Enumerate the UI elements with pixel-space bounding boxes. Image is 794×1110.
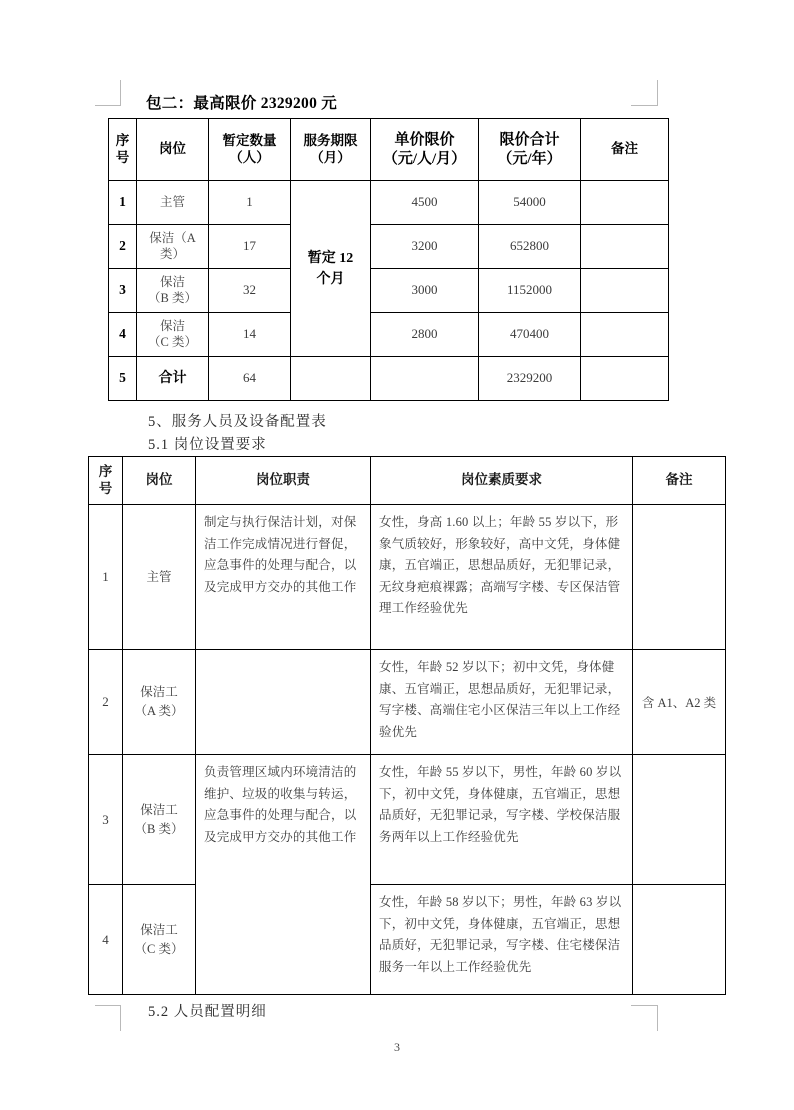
cell-duty-merged: 负责管理区域内环境清洁的维护、垃圾的收集与转运，应急事件的处理与配合，以及完成甲方交办的其他工作 (196, 755, 371, 995)
cell-post-line2: （C 类） (148, 334, 197, 349)
table-header-row (89, 457, 726, 505)
cell-post (137, 313, 209, 357)
cell-remark (581, 225, 669, 269)
col-header-post-line1: 岗位 (159, 141, 186, 157)
cell-unit-cap: 3200 (371, 225, 479, 269)
cell-post (137, 269, 209, 313)
cell-quantity: 1 (209, 181, 291, 225)
cell-total-cap: 54000 (479, 181, 581, 225)
col-header-quantity-line1: 暂定数量 (222, 132, 277, 148)
cell-post-line2: （B 类） (148, 290, 197, 305)
cell-remark (581, 357, 669, 401)
cell-post-line1: 主管 (159, 194, 185, 209)
section-heading-5: 5、服务人员及设备配置表 (148, 414, 327, 430)
cell-index: 3 (89, 755, 123, 885)
cell-quality: 女性，身高 1.60 以上；年龄 55 岁以下，形象气质较好，形象较好，高中文凭，身体健康，五官端正，思想品质好，无犯罪记录，无纹身疤痕裸露；高端写字楼、专区保洁管理工作经验优先 (371, 505, 633, 650)
table-row (109, 269, 669, 313)
table-total-row (109, 357, 669, 401)
col-header-index-line1: 序 (115, 132, 130, 148)
table-row (89, 755, 726, 885)
cell-remark (633, 885, 726, 995)
cell-duty (196, 650, 371, 755)
cell-post (123, 885, 196, 995)
col-header-quantity-line2: （人） (229, 149, 270, 165)
table-row (109, 313, 669, 357)
cell-index: 1 (109, 181, 137, 225)
cell-post-line1: 主管 (146, 569, 172, 584)
cell-index: 2 (109, 225, 137, 269)
table-row (89, 885, 726, 995)
col-header-quality: 岗位素质要求 (371, 457, 633, 505)
cell-post-line1: 保洁（A (149, 230, 196, 245)
cell-quantity: 32 (209, 269, 291, 313)
cell-remark (581, 181, 669, 225)
cell-remark: 含 A1、A2 类 (633, 650, 726, 755)
cell-post-line1: 保洁 (159, 318, 185, 333)
col-header-total-cap-line1: 限价合计 (499, 131, 560, 148)
cell-quantity: 64 (209, 357, 291, 401)
col-header-term-line1: 服务期限 (303, 132, 358, 148)
table-row (89, 650, 726, 755)
cell-post-line2: （A 类） (134, 704, 184, 718)
cell-total-label: 合计 (137, 357, 209, 401)
cell-quality: 女性，年龄 58 岁以下；男性，年龄 63 岁以下，初中文凭，身体健康，五官端正，思想品质好，无犯罪记录，写字楼、住宅楼保洁服务一年以上工作经验优先 (371, 885, 633, 995)
cell-unit-cap: 3000 (371, 269, 479, 313)
cell-total-cap: 470400 (479, 313, 581, 357)
col-header-index (109, 119, 137, 181)
cell-remark (633, 505, 726, 650)
cell-service-term-merged (291, 181, 371, 357)
col-header-term (291, 119, 371, 181)
cell-total-cap: 2329200 (479, 357, 581, 401)
cell-post-line1: 保洁工 (140, 922, 178, 937)
cell-unit-cap (371, 357, 479, 401)
cell-post (137, 181, 209, 225)
col-header-unit-cap-line1: 单价限价 (394, 131, 455, 148)
col-header-total-cap-line2: （元/年） (497, 150, 562, 167)
section-heading-5-1: 5.1 岗位设置要求 (148, 437, 267, 453)
col-header-index-line2: 号 (115, 149, 130, 165)
col-header-remark (581, 119, 669, 181)
table-row (109, 181, 669, 225)
cell-post (123, 755, 196, 885)
cell-remark (581, 269, 669, 313)
cell-term (291, 357, 371, 401)
cell-post (123, 505, 196, 650)
cell-index: 1 (89, 505, 123, 650)
col-header-post (137, 119, 209, 181)
cell-index: 5 (109, 357, 137, 401)
cell-post-line2: 类） (159, 246, 185, 261)
package-price-cap-title: 包二：最高限价 2329200 元 (146, 95, 338, 112)
cell-index: 2 (89, 650, 123, 755)
cell-quality: 女性，年龄 52 岁以下；初中文凭，身体健康、五官端正，思想品质好，无犯罪记录，写字楼、高端住宅小区保洁三年以上工作经验优先 (371, 650, 633, 755)
col-header-duty: 岗位职责 (196, 457, 371, 505)
cell-post-line1: 保洁工 (140, 685, 178, 700)
col-header-post: 岗位 (123, 457, 196, 505)
col-header-remark: 备注 (633, 457, 726, 505)
col-header-unit-cap (371, 119, 479, 181)
cell-duty: 制定与执行保洁计划，对保洁工作完成情况进行督促，应急事件的处理与配合，以及完成甲方交办的其他工作 (196, 505, 371, 650)
cell-post-line1: 保洁工 (140, 802, 178, 817)
cell-service-term-line1: 暂定 12 (307, 250, 354, 266)
cell-remark (633, 755, 726, 885)
cell-quantity: 17 (209, 225, 291, 269)
cell-index: 4 (109, 313, 137, 357)
table-row (109, 225, 669, 269)
cell-quantity: 14 (209, 313, 291, 357)
table-row (89, 505, 726, 650)
cell-index: 3 (109, 269, 137, 313)
section-heading-5-2: 5.2 人员配置明细 (148, 1004, 267, 1020)
col-header-quantity (209, 119, 291, 181)
table-header-row (109, 119, 669, 181)
col-header-term-line2: （月） (310, 149, 351, 165)
cell-post (137, 225, 209, 269)
cell-post (123, 650, 196, 755)
cell-post-line2: （B 类） (134, 821, 184, 836)
cell-total-cap: 652800 (479, 225, 581, 269)
cell-index: 4 (89, 885, 123, 995)
col-header-index-line2: 号 (98, 480, 113, 496)
cell-total-cap: 1152000 (479, 269, 581, 313)
cell-quality: 女性，年龄 55 岁以下，男性，年龄 60 岁以下，初中文凭，身体健康，五官端正，思想品质好，无犯罪记录，写字楼、学校保洁服务两年以上工作经验优先 (371, 755, 633, 885)
cell-post-line2: （C 类） (134, 941, 184, 956)
col-header-remark-line1: 备注 (611, 141, 638, 157)
cell-service-term-line2: 个月 (316, 271, 345, 287)
cell-unit-cap: 4500 (371, 181, 479, 225)
col-header-total-cap (479, 119, 581, 181)
cell-remark (581, 313, 669, 357)
cell-unit-cap: 2800 (371, 313, 479, 357)
price-cap-table (108, 118, 669, 401)
post-requirements-table (88, 456, 726, 995)
cell-post-line1: 保洁 (159, 274, 185, 289)
col-header-index-line1: 序 (98, 464, 113, 480)
col-header-unit-cap-line2: （元/人/月） (382, 150, 467, 167)
col-header-index (89, 457, 123, 505)
page-number: 3 (394, 1040, 400, 1054)
